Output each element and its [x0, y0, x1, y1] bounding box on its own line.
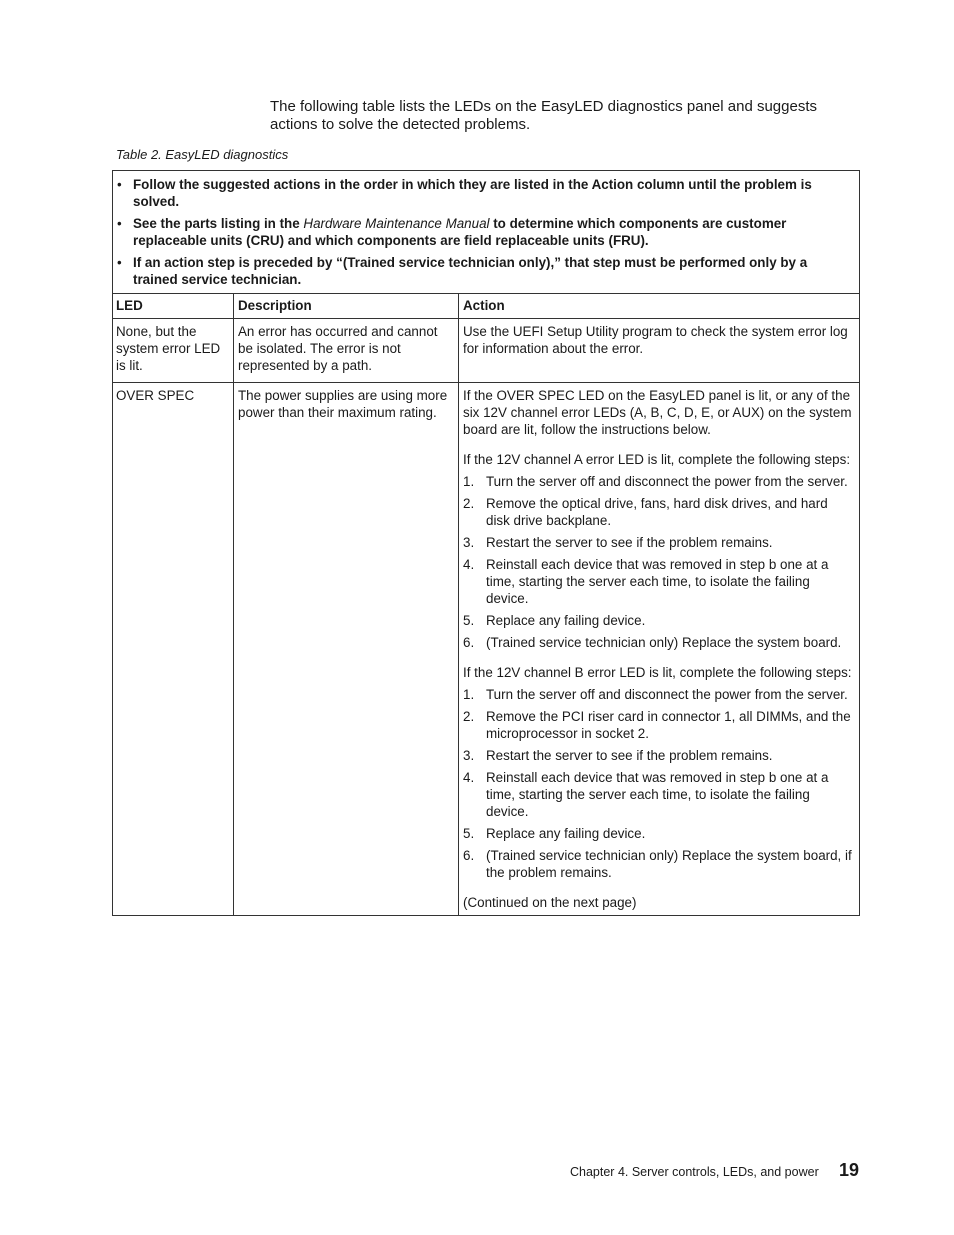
notes-row: [113, 171, 860, 294]
step-item: 4. Reinstall each device that was removed in step b one at a time, starting the server each time, to isolate the failing device.: [463, 770, 829, 819]
note-text: Follow the suggested actions in the order in which they are listed in the Action column until the problem is solved.: [133, 177, 812, 209]
page-number: 19: [839, 1160, 860, 1180]
description-cell: The power supplies are using more power than their maximum rating.: [234, 383, 459, 916]
step-item: 3. Restart the server to see if the problem remains.: [463, 748, 773, 763]
chapter-footer: Chapter 4. Server controls, LEDs, and power: [570, 1165, 819, 1179]
continued-note: (Continued on the next page): [463, 895, 637, 910]
led-cell: None, but the system error LED is lit.: [113, 319, 234, 383]
channel-b-intro: If the 12V channel B error LED is lit, complete the following steps:: [463, 665, 852, 680]
step-item: 2. Remove the optical drive, fans, hard disk drives, and hard disk drive backplane.: [463, 496, 828, 528]
channel-b-steps: [463, 686, 855, 881]
note-item: [116, 254, 853, 288]
action-intro: If the OVER SPEC LED on the EasyLED panel is lit, or any of the six 12V channel error LEDs (A, B, C, D, E, or AUX) on the system board are lit, follow the instructions below.: [463, 388, 852, 437]
led-cell: OVER SPEC: [113, 383, 234, 916]
column-header-action: Action: [459, 294, 860, 319]
table-row: [113, 319, 860, 383]
step-item: 5. Replace any failing device.: [463, 613, 646, 628]
bullet-icon: •: [117, 216, 122, 231]
note-text: to determine which components are customer replaceable units (CRU) and which components are field replaceable units (FRU).: [133, 216, 787, 248]
column-header-led: LED: [113, 294, 234, 319]
header-row: [113, 294, 860, 319]
bullet-icon: •: [117, 177, 122, 192]
easyled-diagnostics-table: [112, 170, 860, 916]
step-item: 6. (Trained service technician only) Replace the system board.: [463, 635, 842, 650]
action-cell: [459, 383, 860, 916]
note-item: [116, 176, 853, 210]
step-item: 4. Reinstall each device that was removed in step b one at a time, starting the server each time, to isolate the failing device.: [463, 557, 829, 606]
notes-list: [116, 176, 853, 288]
table-row: [113, 383, 860, 916]
note-text: If an action step is preceded by “(Trained service technician only),” that step must be performed only by a trained service technician.: [133, 255, 808, 287]
bullet-icon: •: [117, 255, 122, 270]
step-item: 5. Replace any failing device.: [463, 826, 646, 841]
step-item: 1. Turn the server off and disconnect the power from the server.: [463, 474, 848, 489]
notes-cell: [113, 171, 860, 294]
note-item: [116, 215, 853, 249]
step-item: 2. Remove the PCI riser card in connector 1, all DIMMs, and the microprocessor in socket 2.: [463, 709, 851, 741]
step-item: 6. (Trained service technician only) Replace the system board, if the problem remains.: [463, 848, 852, 880]
step-item: 1. Turn the server off and disconnect the power from the server.: [463, 687, 848, 702]
description-cell: An error has occurred and cannot be isolated. The error is not represented by a path.: [234, 319, 459, 383]
note-text: See the parts listing in the: [133, 216, 304, 231]
table-caption: Table 2. EasyLED diagnostics: [116, 147, 289, 162]
channel-a-steps: [463, 473, 855, 651]
manual-title: Hardware Maintenance Manual: [303, 216, 490, 231]
column-header-description: Description: [234, 294, 459, 319]
step-item: 3. Restart the server to see if the problem remains.: [463, 535, 773, 550]
intro-paragraph: The following table lists the LEDs on the EasyLED diagnostics panel and suggests actions to solve the detected problems.: [270, 98, 817, 133]
action-cell: Use the UEFI Setup Utility program to check the system error log for information about the error.: [459, 319, 860, 383]
channel-a-intro: If the 12V channel A error LED is lit, complete the following steps:: [463, 452, 851, 467]
